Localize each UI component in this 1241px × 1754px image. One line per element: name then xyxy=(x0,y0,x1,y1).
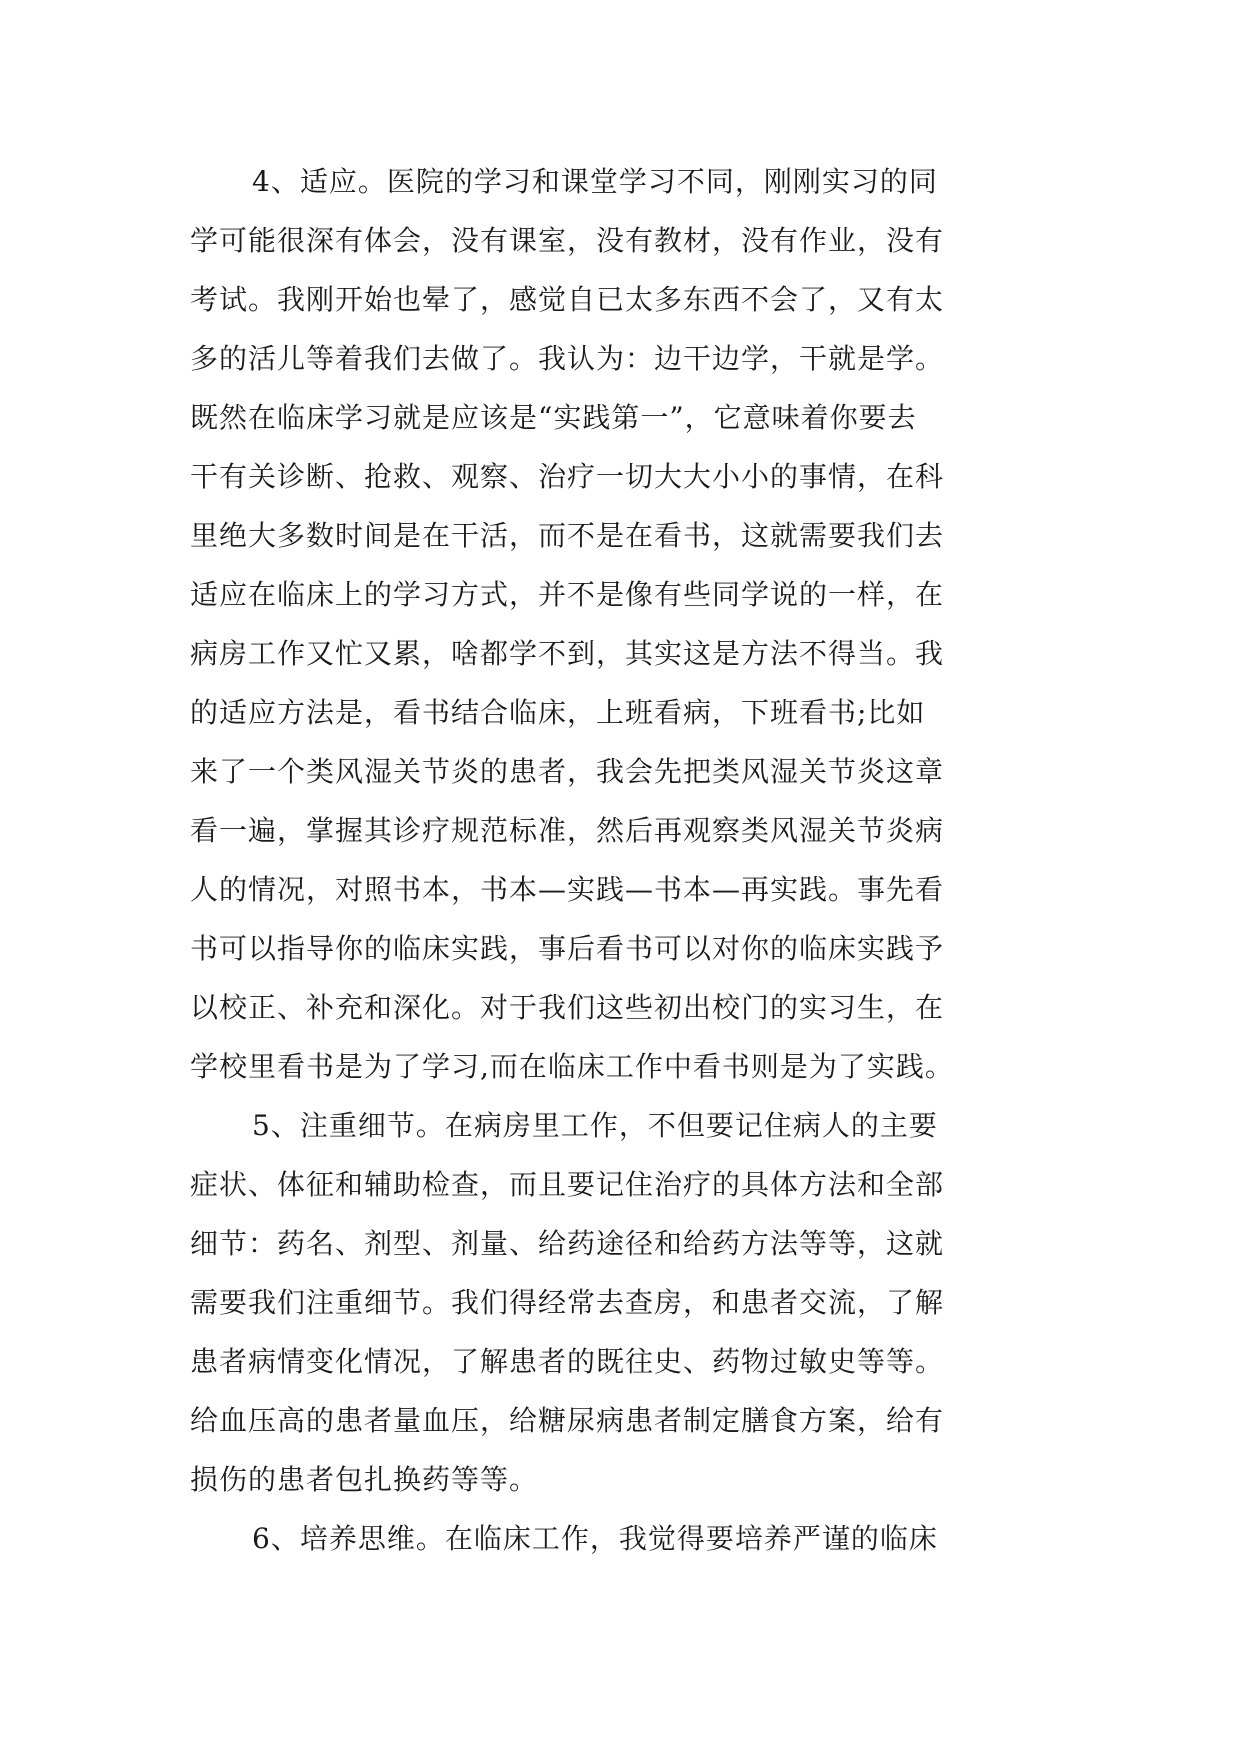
text-line: 以校正、补充和深化。对于我们这些初出校门的实习生，在 xyxy=(190,991,945,1024)
text-line: 需要我们注重细节。我们得经常去查房，和患者交流，了解 xyxy=(190,1286,945,1319)
text-line: 看一遍，掌握其诊疗规范标准，然后再观察类风湿关节炎病 xyxy=(190,814,945,847)
text-line: 给血压高的患者量血压，给糖尿病患者制定膳食方案，给有 xyxy=(190,1404,945,1437)
text-line: 细节：药名、剂型、剂量、给药途径和给药方法等等，这就 xyxy=(190,1227,945,1260)
text-line: 既然在临床学习就是应该是“实践第一”，它意味着你要去 xyxy=(190,401,917,434)
text-line: 5、注重细节。在病房里工作，不但要记住病人的主要 xyxy=(252,1109,938,1142)
text-line: 病房工作又忙又累，啥都学不到，其实这是方法不得当。我 xyxy=(190,637,945,670)
text-line: 的适应方法是，看书结合临床，上班看病，下班看书;比如 xyxy=(190,696,926,729)
text-line: 患者病情变化情况，了解患者的既往史、药物过敏史等等。 xyxy=(190,1345,945,1378)
text-line: 多的活儿等着我们去做了。我认为：边干边学，干就是学。 xyxy=(190,342,945,375)
text-line: 考试。我刚开始也晕了，感觉自已太多东西不会了，又有太 xyxy=(190,283,945,316)
text-line: 适应在临床上的学习方式，并不是像有些同学说的一样，在 xyxy=(190,578,945,611)
text-line: 来了一个类风湿关节炎的患者，我会先把类风湿关节炎这章 xyxy=(190,755,945,788)
text-line: 干有关诊断、抢救、观察、治疗一切大大小小的事情，在科 xyxy=(190,460,945,493)
text-line: 里绝大多数时间是在干活，而不是在看书，这就需要我们去 xyxy=(190,519,945,552)
text-line: 人的情况，对照书本，书本—实践—书本—再实践。事先看 xyxy=(190,873,945,906)
text-line: 损伤的患者包扎换药等等。 xyxy=(190,1463,539,1496)
text-line: 学校里看书是为了学习,而在临床工作中看书则是为了实践。 xyxy=(190,1050,954,1083)
text-line: 4、适应。医院的学习和课堂学习不同，刚刚实习的同 xyxy=(252,165,938,198)
text-line: 学可能很深有体会，没有课室，没有教材，没有作业，没有 xyxy=(190,224,945,257)
text-line: 6、培养思维。在临床工作，我觉得要培养严谨的临床 xyxy=(252,1522,938,1555)
text-line: 书可以指导你的临床实践，事后看书可以对你的临床实践予 xyxy=(190,932,945,965)
text-line: 症状、体征和辅助检查，而且要记住治疗的具体方法和全部 xyxy=(190,1168,945,1201)
